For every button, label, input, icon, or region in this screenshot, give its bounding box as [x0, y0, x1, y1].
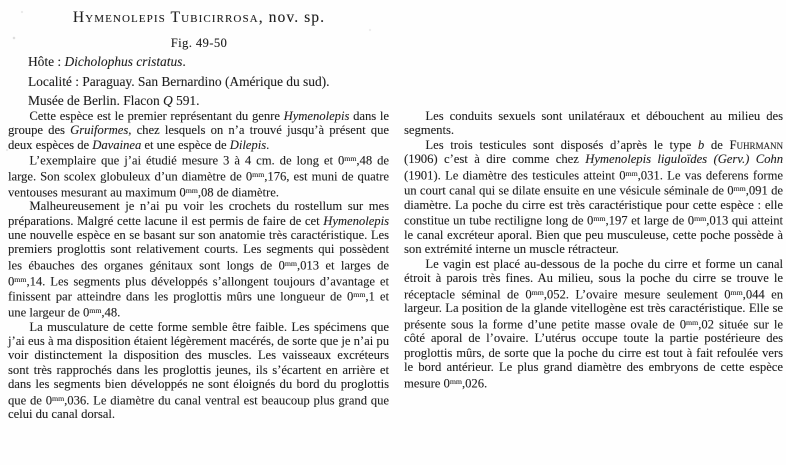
- text-run: ,052. L’ovaire mesure seulement 0: [543, 286, 731, 301]
- specimen-details: [28, 52, 388, 111]
- text-run: une nouvelle espèce en se basant sur son anatomie très caractéristique. Les premiers proglottis sont relativement courts. Les segments qui possèdent les ébauches des organes génitaux sont longs de 0: [8, 228, 389, 273]
- unit-superscript: mm: [52, 393, 65, 403]
- text-run: dans le groupe des: [8, 109, 389, 138]
- text-run: Cette espèce est le premier représentant du genre: [29, 109, 284, 123]
- species-title-suffix: , nov. sp.: [258, 9, 326, 26]
- text-run: .: [182, 54, 186, 69]
- text-run: 591.: [172, 93, 200, 108]
- text-run: La musculature de cette forme semble être faible. Les spécimens que j’ai eus à ma disposition étaient légèrement macérés, de sorte que je n’ai pu voir distinctement la disposition des muscles. Les vaisseaux excréteurs sont très rapprochés dans les proglottis jeunes, ils s’écartent en arrière et dans les segments bien développés ne sont éloignés du bord du proglottis que de 0: [8, 319, 389, 407]
- paragraph: [404, 257, 783, 390]
- unit-superscript: mm: [625, 168, 638, 178]
- unit-superscript: mm: [686, 317, 699, 327]
- species-name: Hymenolepis Tubicirrosa: [72, 9, 259, 26]
- paragraph: [8, 320, 389, 422]
- text-run: ,013 et larges de 0: [8, 258, 389, 288]
- text-run: Le vagin est placé au-dessous de la poche du cirre et forme un canal étroit à parois très fines. Au milieu, sous la poche du cirre se trouve le réceptacle séminal de 0: [404, 256, 783, 301]
- italic-text: Hymenolepis: [283, 109, 350, 123]
- paragraph: [404, 109, 783, 138]
- italic-text: Davainea: [92, 137, 142, 152]
- detail-line: [28, 52, 388, 72]
- text-run: Musée de Berlin. Flacon: [28, 93, 163, 108]
- text-run: ,036. Le diamètre du canal ventral est beaucoup plus grand que celui du canal dorsal.: [8, 392, 389, 422]
- italic-text: Dilepis: [229, 137, 267, 152]
- text-run: (1901). Le diamètre des testicules atteint 0: [404, 167, 626, 182]
- text-run: Les conduits sexuels sont unilatéraux et débouchent au milieu des segments.: [404, 109, 783, 138]
- text-run: ,08 de diamètre.: [197, 184, 279, 199]
- italic-text: Dicholophus cristatus: [64, 54, 183, 69]
- text-run: Les trois testicules sont disposés d’après le type: [425, 137, 698, 152]
- text-run: ,091 de diamètre. La poche du cirre est très caractéristique pour cette espèce : elle constitue un tube rectiligne long de 0: [404, 183, 783, 228]
- left-column: [8, 109, 389, 422]
- unit-superscript: mm: [89, 305, 102, 315]
- unit-superscript: mm: [344, 154, 357, 164]
- text-run: ,031. Le vas deferens forme un court canal qui se dilate ensuite en une vésicule séminale de 0: [404, 167, 783, 198]
- text-run: chez lesquels on n’a trouvé jusqu’à présent que deux espèces de: [8, 123, 389, 152]
- text-run: et une espèce de: [141, 137, 230, 152]
- text-run: Malheureusement je n’ai pu voir les crochets du rostellum sur mes préparations. Malgré cette lacune il est permis de faire de cet: [8, 199, 389, 228]
- unit-superscript: mm: [353, 290, 366, 300]
- article-header: [8, 9, 390, 51]
- unit-superscript: mm: [14, 274, 27, 284]
- text-run: ,02 située sur le côté aporal de l’ovaire. L’utérus occupe toute la partie postérieure des proglottis mûrs, de sorte que la poche du cirre est tout à fait refoulée vers le bord antérieur. Le plus grand diamètre des embryons de cette espèce mesure 0: [404, 317, 784, 390]
- text-run: Fuhrmann: [729, 137, 783, 152]
- unit-superscript: mm: [730, 287, 743, 297]
- text-run: ,044 en largeur. La position de la glande vitellogène est très caractéristique. Elle se présente sous la forme d’une petite masse ovale de 0: [404, 286, 784, 332]
- italic-text: Gruiformes,: [70, 123, 132, 138]
- text-run: ,48 de large. Son scolex globuleux d’un diamètre de 0: [8, 153, 389, 184]
- unit-superscript: mm: [185, 185, 198, 195]
- text-run: de: [704, 137, 730, 152]
- species-title: [8, 9, 390, 27]
- text-run: Hôte :: [28, 54, 65, 69]
- paragraph: [8, 199, 389, 319]
- text-run: (1906) c’est à dire comme chez: [404, 152, 586, 167]
- unit-superscript: mm: [593, 214, 606, 224]
- unit-superscript: mm: [449, 376, 462, 386]
- right-column: [404, 109, 783, 390]
- italic-text: Hymenolepis: [323, 213, 389, 228]
- text-run: ,1 et une largeur de 0: [8, 289, 390, 320]
- paragraph: [8, 109, 389, 152]
- detail-line: [28, 91, 388, 111]
- text-run: ,14. Les segments plus développés s’allongent toujours d’avantage et finissent par atteindre dans les proglottis mûrs une longueur de 0: [8, 273, 389, 304]
- unit-superscript: mm: [733, 184, 746, 194]
- paragraph: [404, 138, 783, 257]
- text-run: ,176, est muni de quatre ventouses mesurant au maximum 0: [8, 169, 390, 199]
- italic-text: Hymenolepis liguloïdes (Gerv.) Cohn: [585, 152, 784, 167]
- text-run: ,026.: [461, 375, 488, 390]
- figure-caption: Fig. 49-50: [170, 36, 228, 50]
- text-run: ,197 et large de 0: [605, 213, 695, 228]
- unit-superscript: mm: [284, 258, 297, 268]
- paragraph: [8, 152, 389, 199]
- text-run: ,013 qui atteint le canal excréteur aporal. Bien que peu musculeuse, cette poche possède à son extrémité interne un muscle rétracteur.: [404, 213, 783, 257]
- unit-superscript: mm: [252, 169, 265, 179]
- unit-superscript: mm: [531, 287, 544, 297]
- text-run: ,48.: [101, 305, 121, 320]
- text-run: L’exemplaire que j’ai étudié mesure 3 à 4 cm. de long et 0: [29, 153, 345, 168]
- italic-text: b: [697, 137, 705, 152]
- text-run: .: [266, 137, 270, 152]
- unit-superscript: mm: [694, 214, 707, 224]
- italic-text: Q: [163, 93, 173, 108]
- text-run: Localité : Paraguay. San Bernardino (Amérique du sud).: [28, 73, 330, 89]
- detail-line: [28, 72, 388, 92]
